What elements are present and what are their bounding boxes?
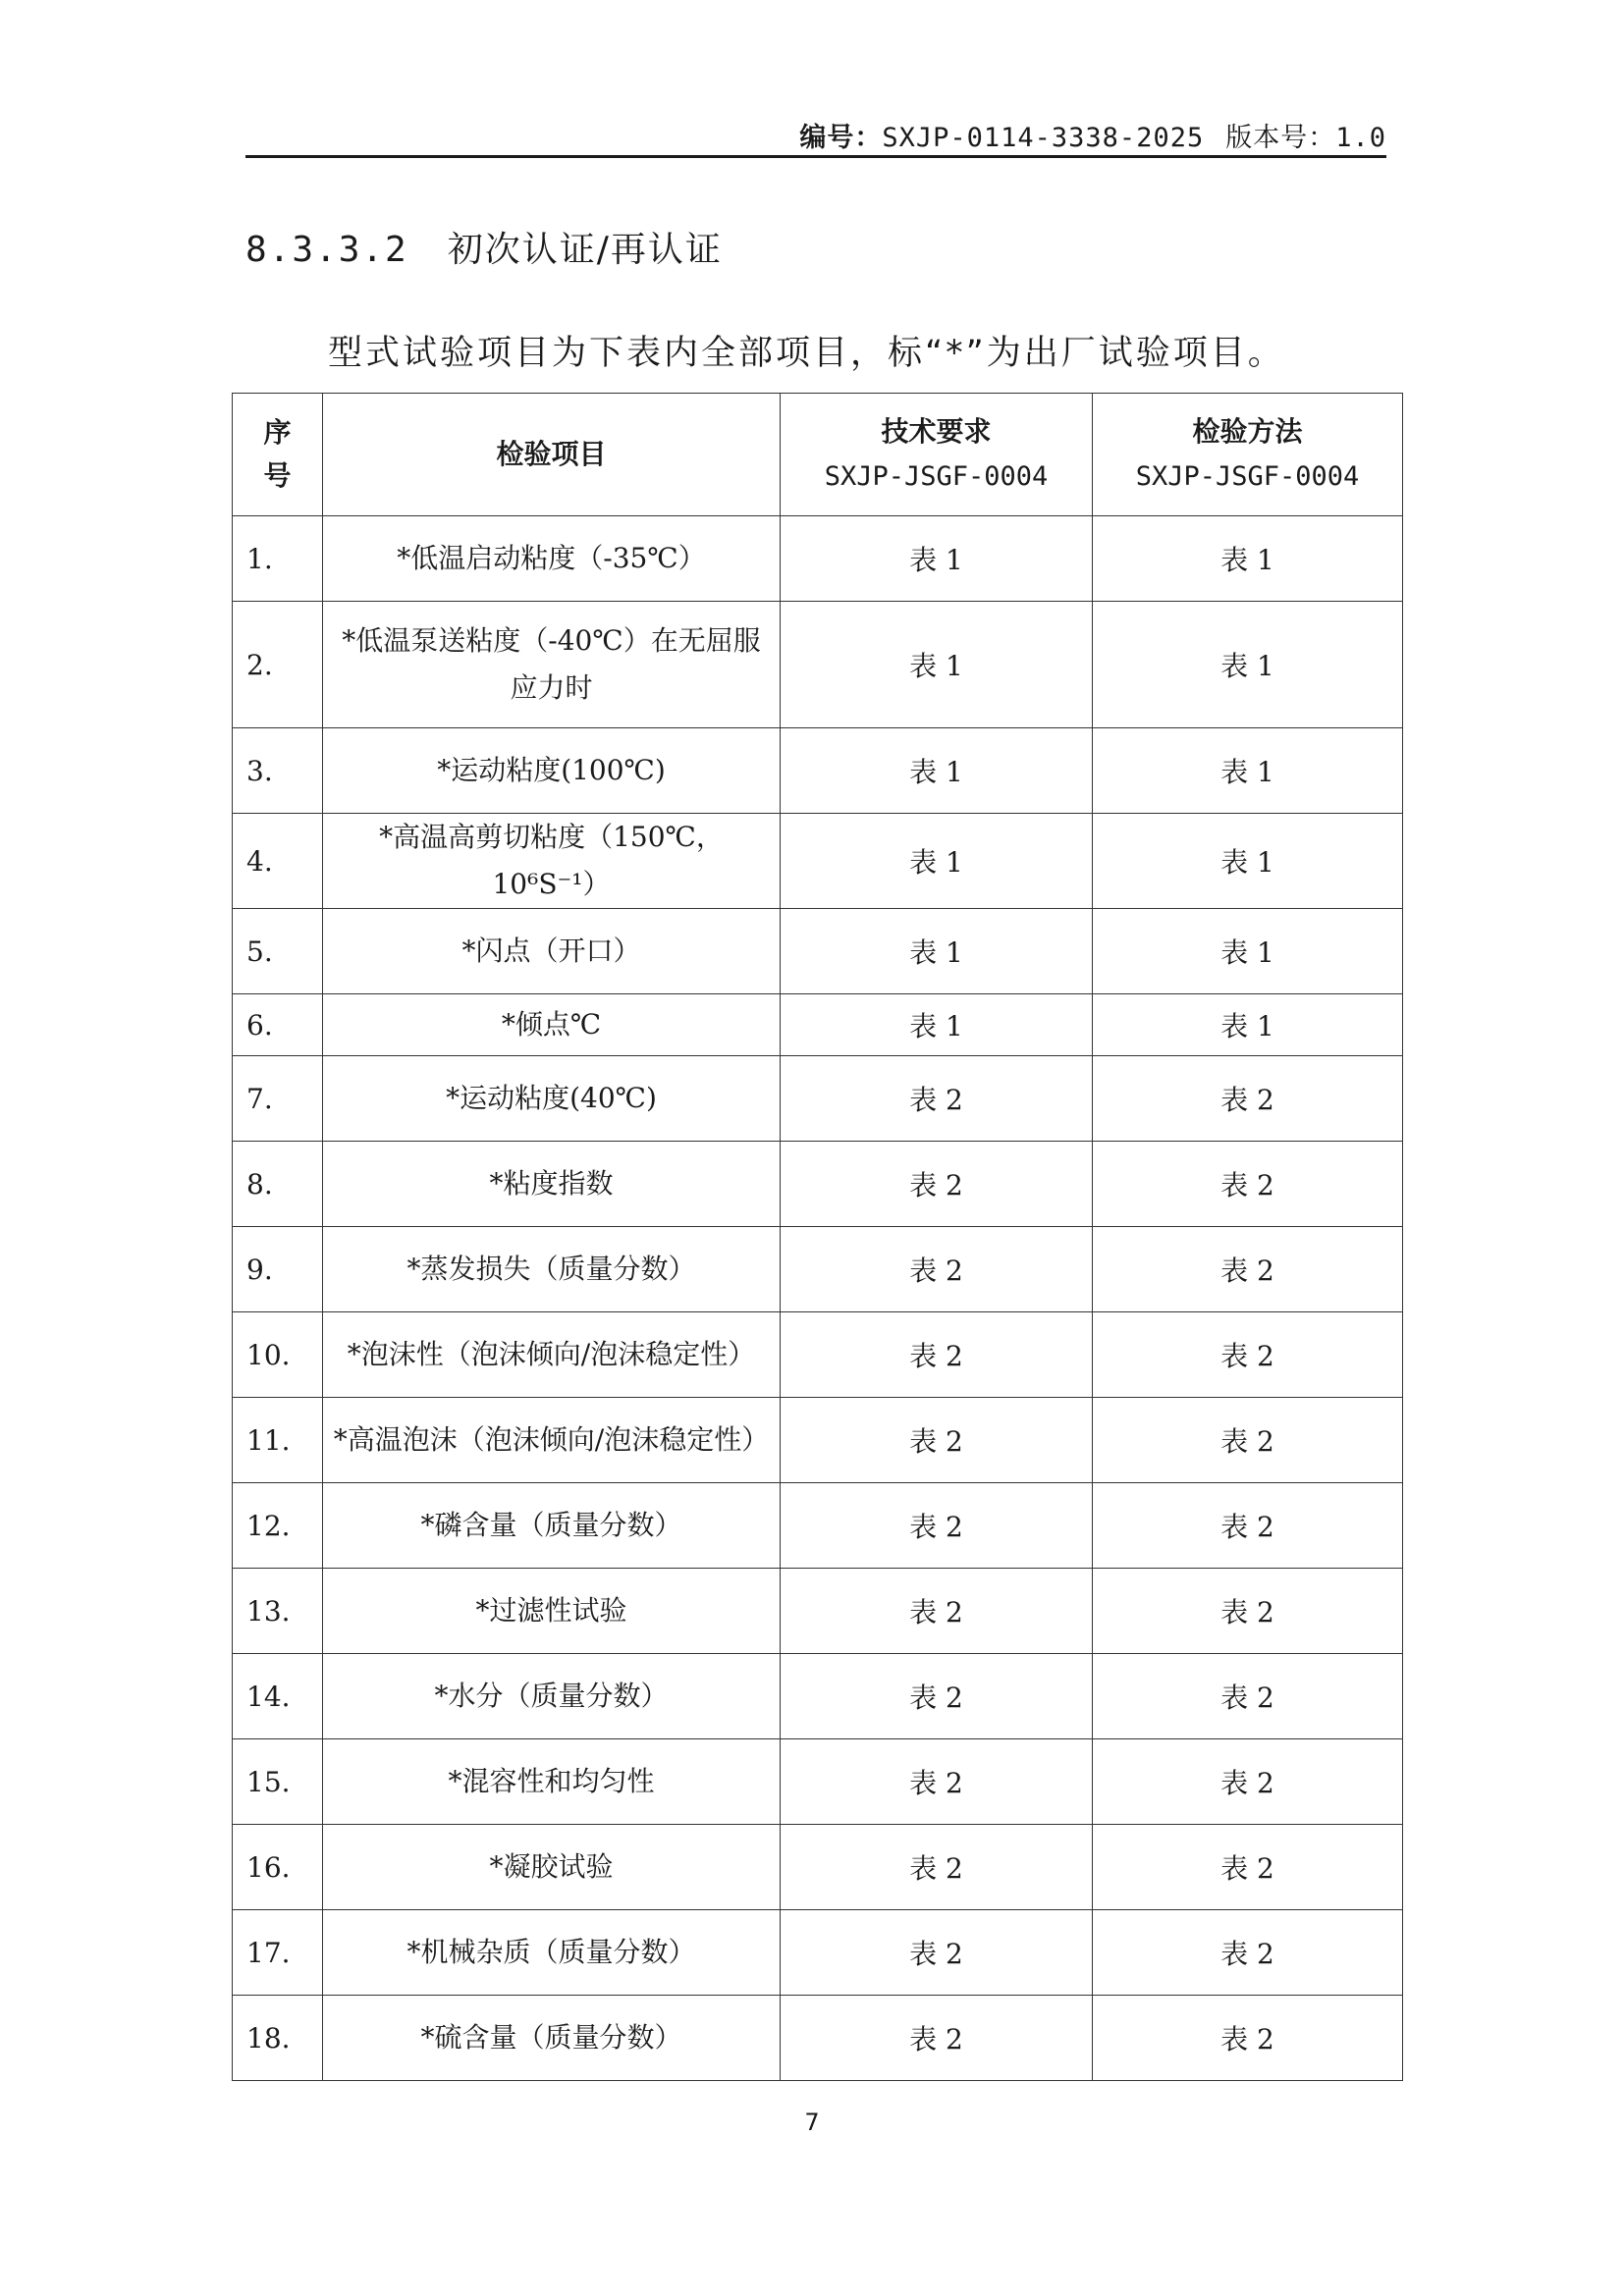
- row-method: 表 2: [1093, 1483, 1403, 1569]
- row-seq: 2.: [233, 602, 323, 728]
- row-requirement: 表 2: [781, 1825, 1093, 1910]
- row-seq: 15.: [233, 1739, 323, 1825]
- row-method: 表 2: [1093, 1996, 1403, 2081]
- row-item: *凝胶试验: [323, 1825, 781, 1910]
- table-row: [233, 1483, 1403, 1569]
- row-seq: 13.: [233, 1569, 323, 1654]
- header-method-title: 检验方法: [1192, 415, 1303, 448]
- row-item: *过滤性试验: [323, 1569, 781, 1654]
- row-method: 表 2: [1093, 1910, 1403, 1996]
- table-row: [233, 909, 1403, 994]
- row-requirement: 表 2: [781, 1569, 1093, 1654]
- table-row: [233, 602, 1403, 728]
- row-requirement: 表 2: [781, 1739, 1093, 1825]
- row-method: 表 1: [1093, 516, 1403, 602]
- row-requirement: 表 2: [781, 1227, 1093, 1312]
- row-item: *运动粘度(100℃): [323, 728, 781, 814]
- row-requirement: 表 2: [781, 1996, 1093, 2081]
- row-requirement: 表 1: [781, 728, 1093, 814]
- row-method: 表 1: [1093, 909, 1403, 994]
- table-row: [233, 1569, 1403, 1654]
- row-item: *机械杂质（质量分数）: [323, 1910, 781, 1996]
- table-body: [233, 516, 1403, 2081]
- version-label: 版本号：: [1225, 123, 1336, 153]
- header-requirement: [781, 394, 1093, 516]
- section-heading: [245, 222, 723, 272]
- table-row: [233, 1654, 1403, 1739]
- row-item: *低温启动粘度（-35℃）: [323, 516, 781, 602]
- row-requirement: 表 1: [781, 602, 1093, 728]
- row-method: 表 2: [1093, 1825, 1403, 1910]
- header-requirement-code: SXJP-JSGF-0004: [824, 461, 1049, 492]
- row-item: *水分（质量分数）: [323, 1654, 781, 1739]
- row-seq: 5.: [233, 909, 323, 994]
- row-item: *高温泡沫（泡沫倾向/泡沫稳定性）: [323, 1398, 781, 1483]
- table-row: [233, 1996, 1403, 2081]
- row-method: 表 1: [1093, 994, 1403, 1056]
- doc-number: SXJP-0114-3338-2025: [882, 123, 1205, 153]
- row-method: 表 2: [1093, 1312, 1403, 1398]
- row-seq: 8.: [233, 1142, 323, 1227]
- row-seq: 6.: [233, 994, 323, 1056]
- table-row: [233, 1739, 1403, 1825]
- row-seq: 16.: [233, 1825, 323, 1910]
- header-seq-text: 序号: [263, 416, 292, 492]
- row-requirement: 表 1: [781, 814, 1093, 909]
- row-requirement: 表 2: [781, 1398, 1093, 1483]
- row-method: 表 2: [1093, 1654, 1403, 1739]
- row-item: *低温泵送粘度（-40℃）在无屈服应力时: [323, 602, 781, 728]
- row-seq: 3.: [233, 728, 323, 814]
- row-seq: 4.: [233, 814, 323, 909]
- header-seq: [233, 394, 323, 516]
- row-requirement: 表 1: [781, 909, 1093, 994]
- row-method: 表 2: [1093, 1227, 1403, 1312]
- row-seq: 9.: [233, 1227, 323, 1312]
- row-seq: 11.: [233, 1398, 323, 1483]
- header-rule: [245, 155, 1386, 158]
- row-requirement: 表 1: [781, 516, 1093, 602]
- row-seq: 14.: [233, 1654, 323, 1739]
- row-seq: 10.: [233, 1312, 323, 1398]
- row-requirement: 表 2: [781, 1056, 1093, 1142]
- row-requirement: 表 2: [781, 1483, 1093, 1569]
- table-row: [233, 1142, 1403, 1227]
- row-method: 表 2: [1093, 1569, 1403, 1654]
- row-seq: 7.: [233, 1056, 323, 1142]
- row-item: *粘度指数: [323, 1142, 781, 1227]
- table-row: [233, 728, 1403, 814]
- row-item: *磷含量（质量分数）: [323, 1483, 781, 1569]
- section-number: 8.3.3.2: [245, 230, 408, 270]
- row-method: 表 1: [1093, 728, 1403, 814]
- row-requirement: 表 2: [781, 1654, 1093, 1739]
- page-number: 7: [804, 2109, 820, 2136]
- row-item: *高温高剪切粘度（150℃，10⁶S⁻¹）: [323, 814, 781, 909]
- row-seq: 17.: [233, 1910, 323, 1996]
- row-item: *泡沫性（泡沫倾向/泡沫稳定性）: [323, 1312, 781, 1398]
- row-seq: 18.: [233, 1996, 323, 2081]
- row-requirement: 表 1: [781, 994, 1093, 1056]
- row-method: 表 2: [1093, 1739, 1403, 1825]
- row-method: 表 2: [1093, 1398, 1403, 1483]
- row-method: 表 2: [1093, 1056, 1403, 1142]
- doc-number-label: 编号：: [799, 123, 883, 153]
- header-requirement-title: 技术要求: [881, 415, 992, 448]
- table-row: [233, 1312, 1403, 1398]
- header-method: [1093, 394, 1403, 516]
- page-header: [245, 116, 1386, 154]
- intro-paragraph: 型式试验项目为下表内全部项目，标“*”为出厂试验项目。: [328, 334, 1285, 373]
- table-row: [233, 1227, 1403, 1312]
- row-requirement: 表 2: [781, 1312, 1093, 1398]
- table-row: [233, 1825, 1403, 1910]
- row-requirement: 表 2: [781, 1910, 1093, 1996]
- header-method-code: SXJP-JSGF-0004: [1135, 461, 1360, 492]
- row-item: *混容性和均匀性: [323, 1739, 781, 1825]
- table-row: [233, 1056, 1403, 1142]
- table-row: [233, 1910, 1403, 1996]
- row-item: *蒸发损失（质量分数）: [323, 1227, 781, 1312]
- row-item: *运动粘度(40℃): [323, 1056, 781, 1142]
- table-row: [233, 994, 1403, 1056]
- version-number: 1.0: [1335, 123, 1386, 153]
- row-method: 表 1: [1093, 814, 1403, 909]
- inspection-table: [232, 393, 1403, 2081]
- row-method: 表 1: [1093, 602, 1403, 728]
- row-requirement: 表 2: [781, 1142, 1093, 1227]
- row-seq: 1.: [233, 516, 323, 602]
- table-header-row: [233, 394, 1403, 516]
- table-row: [233, 814, 1403, 909]
- table-row: [233, 1398, 1403, 1483]
- header-item: 检验项目: [323, 394, 781, 516]
- row-seq: 12.: [233, 1483, 323, 1569]
- row-item: *闪点（开口）: [323, 909, 781, 994]
- table-row: [233, 516, 1403, 602]
- section-title: 初次认证/再认证: [447, 230, 723, 270]
- row-item: *硫含量（质量分数）: [323, 1996, 781, 2081]
- row-method: 表 2: [1093, 1142, 1403, 1227]
- row-item: *倾点℃: [323, 994, 781, 1056]
